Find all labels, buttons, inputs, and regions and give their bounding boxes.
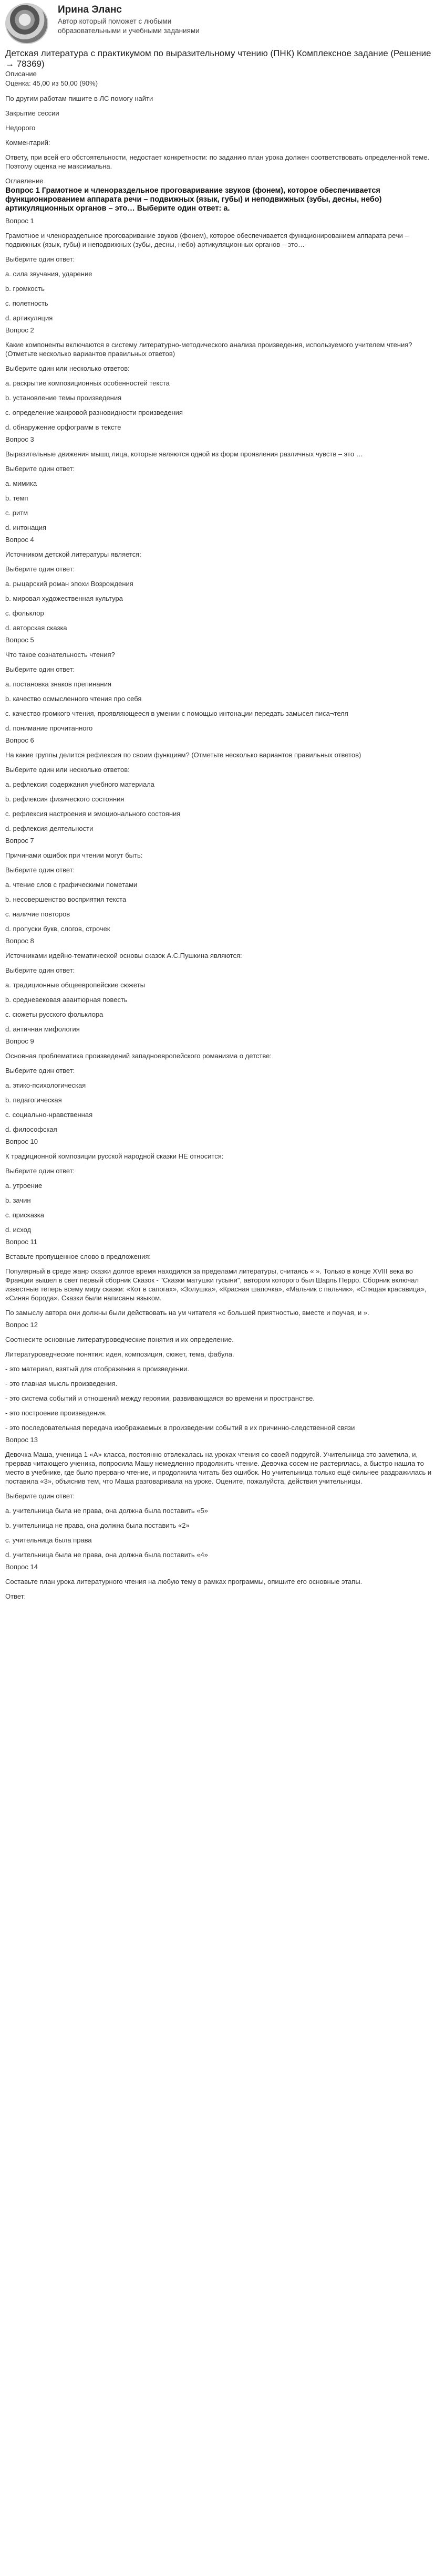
question-block: [5, 1320, 440, 1432]
question-text: Соотнесите основные литературоведческие понятия и их определение.: [5, 1336, 234, 1343]
answer-prompt: Выберите один или несколько ответов:: [5, 766, 130, 774]
answer-option[interactable]: c. ритм: [5, 509, 28, 517]
answer-option[interactable]: c. определение жанровой разновидности произведения: [5, 409, 183, 416]
author-name[interactable]: Ирина Эланс: [58, 4, 122, 15]
answer-option[interactable]: c. рефлексия настроения и эмоционального состояния: [5, 810, 181, 818]
answer-option[interactable]: a. этико-психологическая: [5, 1081, 86, 1089]
question-text: Основная проблематика произведений западноевропейского романизма о детстве:: [5, 1052, 272, 1060]
question-number: Вопрос 1: [5, 217, 34, 225]
answer-option[interactable]: d. авторская сказка: [5, 624, 67, 632]
answer-option[interactable]: d. обнаружение орфограмм в тексте: [5, 423, 121, 431]
question-text: Источником детской литературы является:: [5, 550, 141, 558]
question-paragraph: - это система событий и отношений между героями, развивающаяся во времени и пространстве.: [5, 1394, 315, 1402]
question-block: [5, 216, 440, 322]
answer-option[interactable]: d. философская: [5, 1125, 57, 1133]
question-block: [5, 535, 440, 632]
answer-option[interactable]: a. рыцарский роман эпохи Возрождения: [5, 580, 133, 588]
answer-prompt: Выберите один ответ:: [5, 1067, 75, 1075]
question-block: [5, 1562, 440, 1601]
question-block: [5, 1137, 440, 1234]
author-description: Автор который поможет с любыми образовательными и учебными заданиями: [58, 17, 200, 35]
answer-option[interactable]: c. учительница была права: [5, 1536, 92, 1544]
answer-option[interactable]: b. темп: [5, 494, 28, 502]
answer-option[interactable]: a. мимика: [5, 479, 37, 487]
question-paragraph: - это материал, взятый для отображения в произведении.: [5, 1365, 190, 1373]
answer-option[interactable]: b. педагогическая: [5, 1096, 62, 1104]
question-text: Выразительные движения мышц лица, которые являются одной из форм проявления различных чувств – это …: [5, 450, 363, 458]
answer-prompt: Выберите один ответ:: [5, 1167, 75, 1175]
answer-option[interactable]: c. наличие повторов: [5, 910, 70, 918]
question-block: [5, 936, 440, 1034]
question-paragraph: - это построение произведения.: [5, 1409, 107, 1417]
answer-option[interactable]: a. постановка знаков препинания: [5, 680, 112, 688]
answer-option[interactable]: a. традиционные общеевропейские сюжеты: [5, 981, 145, 989]
answer-prompt: Выберите один ответ:: [5, 665, 75, 673]
answer-option[interactable]: b. установление темы произведения: [5, 394, 122, 402]
question-number: Вопрос 12: [5, 1321, 38, 1329]
answer-option[interactable]: c. полетность: [5, 299, 48, 307]
answer-prompt: Выберите один ответ:: [5, 465, 75, 473]
answer-prompt: Выберите один ответ:: [5, 866, 75, 874]
answer-option[interactable]: a. чтение слов с графическими пометами: [5, 881, 138, 889]
question-number: Вопрос 5: [5, 636, 34, 644]
question-number: Вопрос 8: [5, 937, 34, 945]
rating-note: Недорого: [5, 124, 36, 132]
answer-option[interactable]: a. учительница была не права, она должна была поставить «5»: [5, 1507, 208, 1515]
question-block: [5, 435, 440, 532]
comment-text: Ответу, при всей его обстоятельности, недостает конкретности: по заданию план урока должен соответствовать определенной теме. Поэтому оценка не максимальна.: [5, 153, 430, 170]
answer-option[interactable]: b. средневековая авантюрная повесть: [5, 996, 128, 1004]
score: Оценка: 45,00 из 50,00 (90%): [5, 79, 98, 87]
answer-option[interactable]: a. утроение: [5, 1182, 43, 1190]
answer-option[interactable]: c. фольклор: [5, 609, 44, 617]
question-number: Вопрос 4: [5, 536, 34, 544]
answer-option[interactable]: c. качество громкого чтения, проявляющееся в умении с помощью интонации передать замысел писа¬теля: [5, 710, 348, 717]
answer-prompt: Выберите один ответ:: [5, 565, 75, 573]
question-paragraph: По замыслу автора они должны были действовать на ум читателя «с большей приятностью, вместе и поучая, и ».: [5, 1309, 369, 1317]
answer-option[interactable]: c. социально-нравственная: [5, 1111, 93, 1119]
question-number: Вопрос 6: [5, 736, 34, 744]
toc-label: Оглавление: [5, 177, 44, 185]
answer-option[interactable]: b. качество осмысленного чтения про себя: [5, 695, 142, 703]
question-number: Вопрос 2: [5, 326, 34, 334]
question-text: Какие компоненты включаются в систему литературно-методического анализа произведения, используемого учителем чтения? (Отметьте несколько вариантов правильных ответов): [5, 341, 412, 358]
answer-option[interactable]: c. присказка: [5, 1211, 44, 1219]
question-text: Вставьте пропущенное слово в предложения:: [5, 1253, 151, 1260]
question-block: [5, 1037, 440, 1134]
question-text: К традиционной композиции русской народной сказки НЕ относится:: [5, 1152, 224, 1160]
answer-option[interactable]: b. несовершенство восприятия текста: [5, 895, 127, 903]
question-paragraph: Популярный в среде жанр сказки долгое время находился за пределами литературы, считаясь « ». Только в конце XVIII века во Франции вышел в свет первый сборник Сказок - "Сказки матушки гусыни", автором которого был Шарль Перро. Сборник включал известные теперь всему миру сказки: «Кот в сапогах», «Золушка», «Красная шапочка», «Мальчик с пальчик», «Спящая красавица», «Синяя борода». Сказки были написаны языком.: [5, 1267, 427, 1302]
question-text: Источниками идейно-тематической основы сказок А.С.Пушкина являются:: [5, 952, 242, 960]
answer-option[interactable]: d. рефлексия деятельности: [5, 825, 94, 832]
answer-option[interactable]: b. громкость: [5, 285, 45, 293]
answer-prompt: Выберите один ответ:: [5, 255, 75, 263]
answer-option[interactable]: d. пропуски букв, слогов, строчек: [5, 925, 110, 933]
q1-heading: Вопрос 1 Грамотное и членораздельное проговаривание звуков (фонем), которое обеспечивается функционированием аппарата речи – подвижных (язык, губы) и неподвижных (зубы, десны, небо) артикуляционных органов – это… Выберите один ответ: a.: [5, 186, 382, 213]
question-paragraph: - это главная мысль произведения.: [5, 1380, 118, 1388]
question-number: Вопрос 13: [5, 1436, 38, 1444]
answer-prompt: Выберите один ответ:: [5, 1492, 75, 1500]
answer-option[interactable]: a. раскрытие композиционных особенностей текста: [5, 379, 170, 387]
answer-prompt: Выберите один ответ:: [5, 966, 75, 974]
question-number: Вопрос 7: [5, 837, 34, 844]
avatar: [5, 3, 48, 44]
answer-prompt: Выберите один или несколько ответов:: [5, 364, 130, 372]
question-text: Составьте план урока литературного чтения на любую тему в рамках программы, опишите его основные этапы.: [5, 1578, 363, 1586]
question-number: Вопрос 10: [5, 1138, 38, 1145]
page-title: Детская литература с практикумом по выразительному чтению (ПНК) Комплексное задание (Решение → 78369): [5, 48, 431, 69]
questions-list: [5, 216, 440, 1601]
question-block: [5, 836, 440, 933]
comment-label: Комментарий:: [5, 139, 50, 147]
question-block: [5, 326, 440, 432]
contact-note: По другим работам пишите в ЛС помогу найти: [5, 95, 153, 102]
answer-label: Ответ:: [5, 1592, 26, 1600]
description-label: Описание: [5, 70, 37, 78]
question-number: Вопрос 14: [5, 1563, 38, 1571]
question-number: Вопрос 11: [5, 1238, 38, 1246]
answer-option[interactable]: a. рефлексия содержания учебного материала: [5, 780, 155, 788]
question-text: Девочка Маша, ученица 1 «А» класса, постоянно отвлекалась на уроках чтения со своей подругой. Учительница это заметила, и, прервав читающего ученика, попросила Машу немедленно продолжить чтение. Девочка сосем не растерялась, а быстро нашла то место в учебнике, где было прервано чтение, и продолжила читать без ошибок. Но учительница только ещё сильнее раздражилась и поставила «3», объяснив тем, что Маша разговаривала на уроке. Оцените, пожалуйста, действия учительницы.: [5, 1451, 432, 1485]
question-number: Вопрос 9: [5, 1037, 34, 1045]
question-text: Грамотное и членораздельное проговаривание звуков (фонем), которое обеспечивается функционированием аппарата речи – подвижных (язык, губы) и неподвижных (зубы, десны, небо) артикуляционных органов – это…: [5, 232, 409, 248]
answer-option[interactable]: a. сила звучания, ударение: [5, 270, 92, 278]
question-paragraph: Литературоведческие понятия: идея, композиция, сюжет, тема, фабула.: [5, 1350, 234, 1358]
answer-option[interactable]: b. зачин: [5, 1196, 31, 1204]
question-text: На какие группы делится рефлексия по своим функциям? (Отметьте несколько вариантов правильных ответов): [5, 751, 361, 759]
question-number: Вопрос 3: [5, 435, 34, 443]
answer-option[interactable]: d. понимание прочитанного: [5, 724, 93, 732]
answer-option[interactable]: b. рефлексия физического состояния: [5, 795, 125, 803]
author-info: [58, 3, 215, 36]
question-paragraph: - это последовательная передача изображаемых в произведении событий в их причинно-следственной связи: [5, 1424, 355, 1432]
answer-option[interactable]: c. сюжеты русского фольклора: [5, 1010, 104, 1018]
answer-option[interactable]: b. учительница не права, она должна была поставить «2»: [5, 1521, 190, 1529]
answer-option[interactable]: d. учительница была не права, она должна была поставить «4»: [5, 1551, 208, 1559]
answer-option[interactable]: d. интонация: [5, 524, 47, 531]
author-header: [5, 0, 440, 46]
question-text: Причинами ошибок при чтении могут быть:: [5, 851, 143, 859]
question-block: [5, 635, 440, 733]
answer-option[interactable]: d. артикуляция: [5, 314, 53, 322]
question-text: Что такое сознательность чтения?: [5, 651, 115, 659]
answer-option[interactable]: d. античная мифология: [5, 1025, 80, 1033]
question-block: [5, 736, 440, 833]
question-block: [5, 1435, 440, 1559]
answer-option[interactable]: b. мировая художественная культура: [5, 595, 123, 602]
closing-note: Закрытие сессии: [5, 109, 59, 117]
question-block: [5, 1237, 440, 1317]
answer-option[interactable]: d. исход: [5, 1226, 32, 1234]
